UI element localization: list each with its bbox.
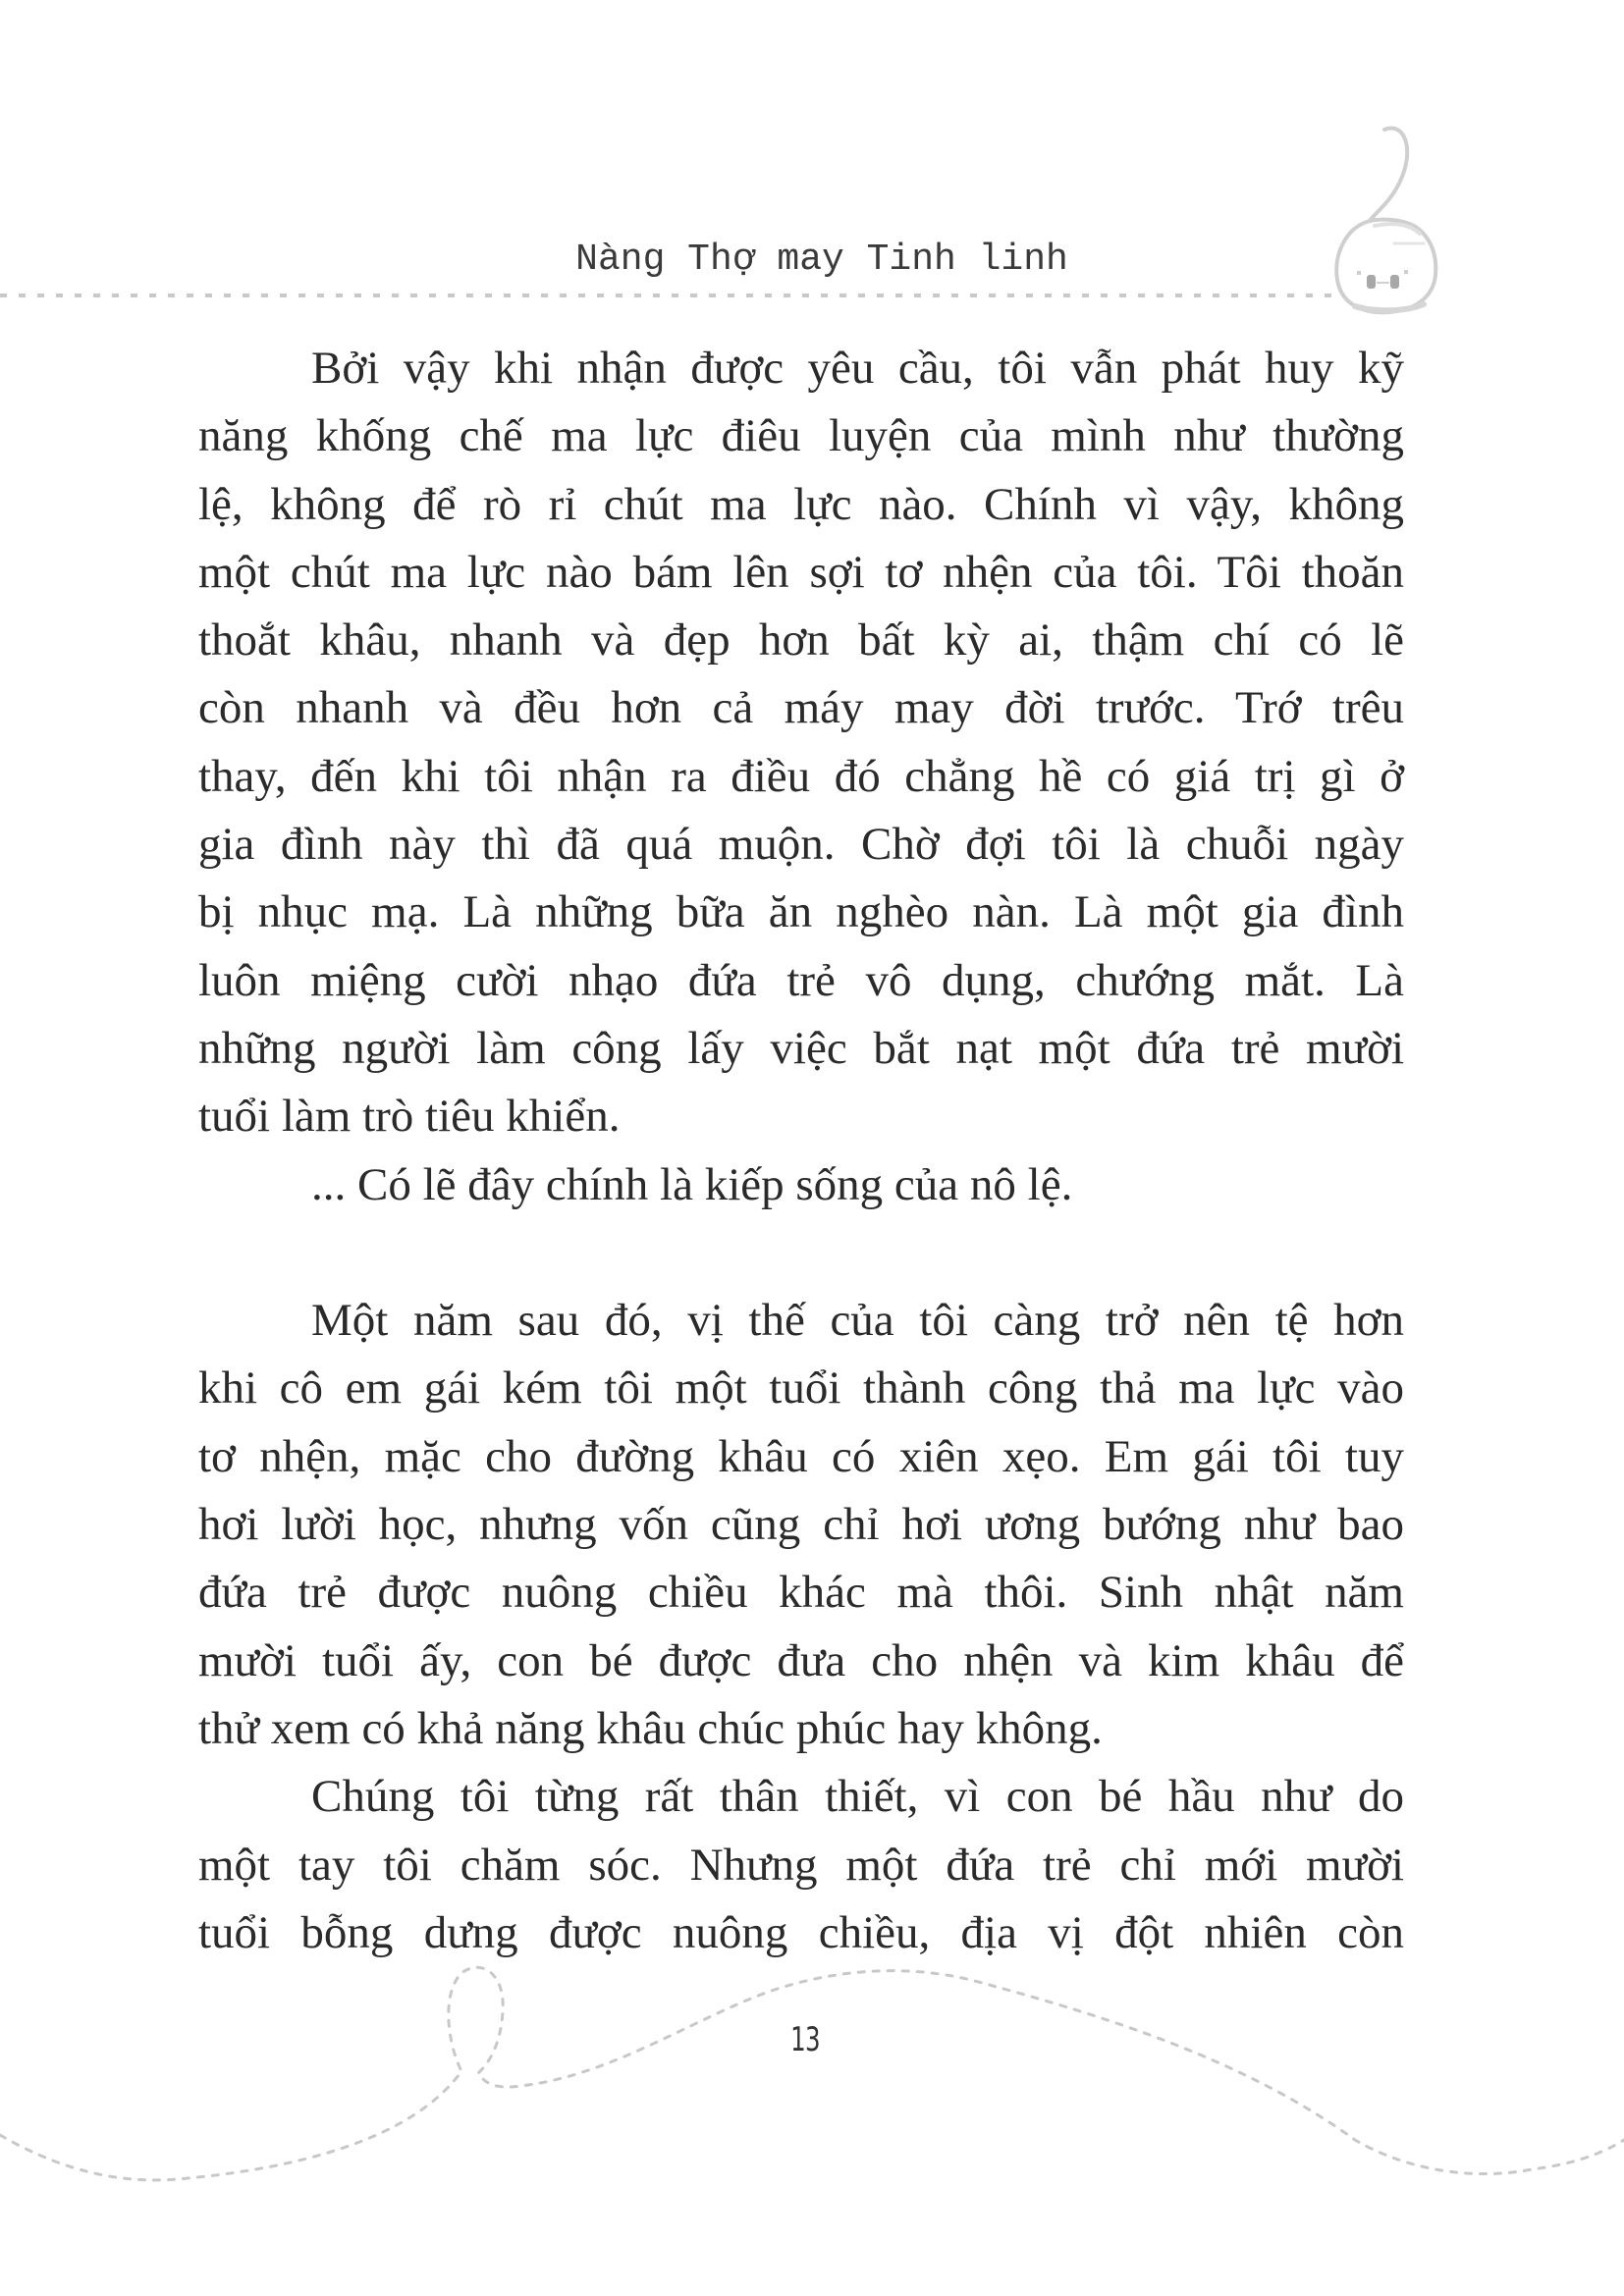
paragraph <box>198 1763 1404 1967</box>
body-text <box>198 335 1404 1967</box>
text-line: thoắt khâu, nhanh và đẹp hơn bất kỳ ai, thậm chí có lẽ <box>198 614 1404 667</box>
text-line: đứa trẻ được nuông chiều khác mà thôi. Sinh nhật năm <box>198 1567 1404 1619</box>
text-line: thử xem có khả năng khâu chúc phúc hay không. <box>198 1702 1103 1754</box>
running-header-title: Nàng Thợ may Tinh linh <box>575 239 1068 281</box>
paragraph <box>198 335 1404 1151</box>
paragraph <box>198 1151 1404 1219</box>
text-line: tuổi bỗng dưng được nuông chiều, địa vị đột nhiên còn <box>198 1906 1404 1958</box>
text-line: tuổi làm trò tiêu khiển. <box>198 1091 621 1143</box>
header-dotted-rule <box>0 294 1335 297</box>
curly-blob-mascot-icon <box>1316 118 1473 334</box>
text-line: luôn miệng cười nhạo đứa trẻ vô dụng, chướng mắt. Là <box>198 954 1404 1006</box>
text-line: khi cô em gái kém tôi một tuổi thành công thả ma lực vào <box>198 1362 1404 1415</box>
text-line: thay, đến khi tôi nhận ra điều đó chẳng hề có giá trị gì ở <box>198 750 1404 802</box>
text-line: tơ nhện, mặc cho đường khâu có xiên xẹo. Em gái tôi tuy <box>198 1430 1404 1482</box>
section-break <box>198 1219 1404 1287</box>
footer-dotted-swirl <box>0 1953 1624 2209</box>
paragraph <box>198 1287 1404 1763</box>
text-line: hơi lười học, nhưng vốn cũng chỉ hơi ương bướng như bao <box>198 1499 1404 1551</box>
text-line: một tay tôi chăm sóc. Nhưng một đứa trẻ chỉ mới mười <box>198 1839 1404 1891</box>
text-line: mười tuổi ấy, con bé được đưa cho nhện và kim khâu để <box>198 1634 1404 1686</box>
text-line: Chúng tôi từng rất thân thiết, vì con bé hầu như do <box>311 1771 1404 1823</box>
text-line: bị nhục mạ. Là những bữa ăn nghèo nàn. Là một gia đình <box>198 886 1404 938</box>
text-line: Một năm sau đó, vị thế của tôi càng trở nên tệ hơn <box>311 1295 1404 1347</box>
page-number: 13 <box>790 2020 820 2059</box>
text-line: năng khống chế ma lực điêu luyện của mình như thường <box>198 410 1404 462</box>
text-line: gia đình này thì đã quá muộn. Chờ đợi tôi là chuỗi ngày <box>198 819 1404 871</box>
text-line: những người làm công lấy việc bắt nạt một đứa trẻ mười <box>198 1022 1404 1074</box>
text-line: còn nhanh và đều hơn cả máy may đời trước. Trớ trêu <box>198 682 1404 734</box>
text-line: một chút ma lực nào bám lên sợi tơ nhện của tôi. Tôi thoăn <box>198 546 1404 598</box>
text-line: Bởi vậy khi nhận được yêu cầu, tôi vẫn phát huy kỹ <box>311 343 1404 394</box>
text-line: lệ, không để rò rỉ chút ma lực nào. Chính vì vậy, không <box>198 478 1404 530</box>
text-line: ... Có lẽ đây chính là kiếp sống của nô lệ. <box>311 1158 1073 1210</box>
